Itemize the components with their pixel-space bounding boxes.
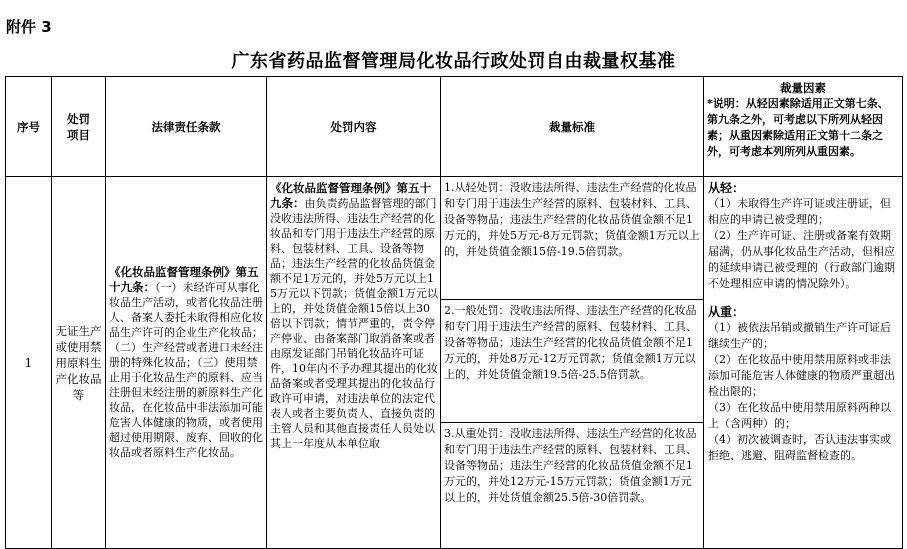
header-factors-title: 裁量因素	[780, 81, 826, 95]
row-content-body: 由负责药品监督管理的部门没收违法所得、违法生产经营的化妆品和专门用于违法生产经营的原料、包装材料、工具、设备等物品；违法生产经营的化妆品货值金额不足1万元的，并处5万元以上15万元以下罚款；货值金额1万元以上的，并处货值金额15倍以上30倍以下罚款；情节严重的，责令停产停业、由备案部门取消备案或者由原发证部门吊销化妆品许可证件，10年内不予办理其提出的化妆品备案或者受理其提出的化妆品行政许可申请，对违法单位的法定代表人或者主要负责人、直接负责的主管人员和其他直接责任人员处以其上一年度从本单位取	[270, 197, 438, 450]
lighter-heading: 从轻：	[708, 181, 745, 195]
standard-lighter: 1.从轻处罚：没收违法所得、违法生产经营的化妆品和专门用于违法生产经营的原料、包装材料、工具、设备等物品；违法生产经营的化妆品货值金额不足1万元的，并处5万元-8万元罚款；货值金额1万元以上的，并处货值金额15倍-19.5倍罚款。	[441, 177, 703, 300]
row-seq: 1	[6, 177, 52, 549]
row-content-title: 《化妆品监督管理条例》第五十九条：	[270, 181, 431, 210]
annex-label: 附件 3	[6, 18, 52, 36]
table-header-row	[6, 77, 903, 177]
row-law-title: 《化妆品监督管理条例》第五十九条：	[109, 265, 259, 294]
row-law	[106, 177, 267, 549]
lighter-item: （1）未取得生产许可证或注册证，但相应的申请已被受理的；	[708, 197, 891, 226]
header-seq: 序号	[6, 77, 52, 177]
standard-heavier: 3.从重处罚：没收违法所得、违法生产经营的化妆品和专门用于违法生产经营的原料、包装材料、工具、设备等物品；违法生产经营的化妆品货值金额不足1万元的，并处12万元-15万元罚款；货值金额1万元以上的，并处货值金额25.5倍-30倍罚款。	[444, 427, 697, 504]
header-factors-note: *说明：从轻因素除适用正文第七条、第九条之外，可考虑以下所列从轻因素；从重因素除适用正文第十二条之外，可考虑本列所列从重因素。	[707, 97, 889, 158]
heavier-item: （1）被依法吊销或撤销生产许可证后继续生产的；	[708, 321, 891, 350]
standard-general: 2.一般处罚：没收违法所得、违法生产经营的化妆品和专门用于违法生产经营的原料、包装材料、工具、设备等物品；违法生产经营的化妆品货值金额不足1万元的，并处8万元-12万元罚款；货值金额1万元以上的，并处货值金额19.5倍-25.5倍罚款。	[441, 300, 703, 423]
header-law: 法律责任条款	[106, 77, 267, 177]
penalty-standard-table	[5, 76, 903, 549]
row-standards	[441, 177, 704, 549]
row-item: 无证生产或使用禁用原料生产化妆品等	[52, 177, 106, 549]
row-law-body: （一）未经许可从事化妆品生产活动，或者化妆品注册人、备案人委托未取得相应化妆品生产许可的企业生产化妆品；（二）生产经营或者进口未经注册的特殊化妆品；（三）使用禁止用于化妆品生产的原料、应当注册但未经注册的新原料生产化妆品，在化妆品中非法添加可能危害人体健康的物质，或者使用超过使用期限、废弃、回收的化妆品或者原料生产化妆品。	[109, 281, 263, 459]
heavier-item: （2）在化妆品中使用禁用原料或非法添加可能危害人体健康的物质严重超出检出限的；	[708, 353, 895, 398]
table-row	[6, 177, 903, 549]
header-factors	[704, 77, 903, 177]
heavier-item: （3）在化妆品中使用禁用原料两种以上（含两种）的；	[708, 401, 891, 430]
header-item: 处罚 项目	[52, 77, 106, 177]
row-content	[267, 177, 441, 549]
row-factors	[704, 177, 903, 549]
document-title: 广东省药品监督管理局化妆品行政处罚自由裁量权基准	[231, 51, 676, 72]
header-standard: 裁量标准	[441, 77, 704, 177]
heavier-item: （4）初次被调查时，否认违法事实或拒绝、逃避、阻碍监督检查的。	[708, 433, 891, 462]
lighter-item: （2）生产许可证、注册或备案有效期届满，仍从事化妆品生产活动，但相应的延续申请已被受理的（行政部门逾期不处理相应申请的情况除外）。	[708, 229, 895, 290]
header-content: 处罚内容	[267, 77, 441, 177]
heavier-heading: 从重：	[708, 305, 745, 319]
